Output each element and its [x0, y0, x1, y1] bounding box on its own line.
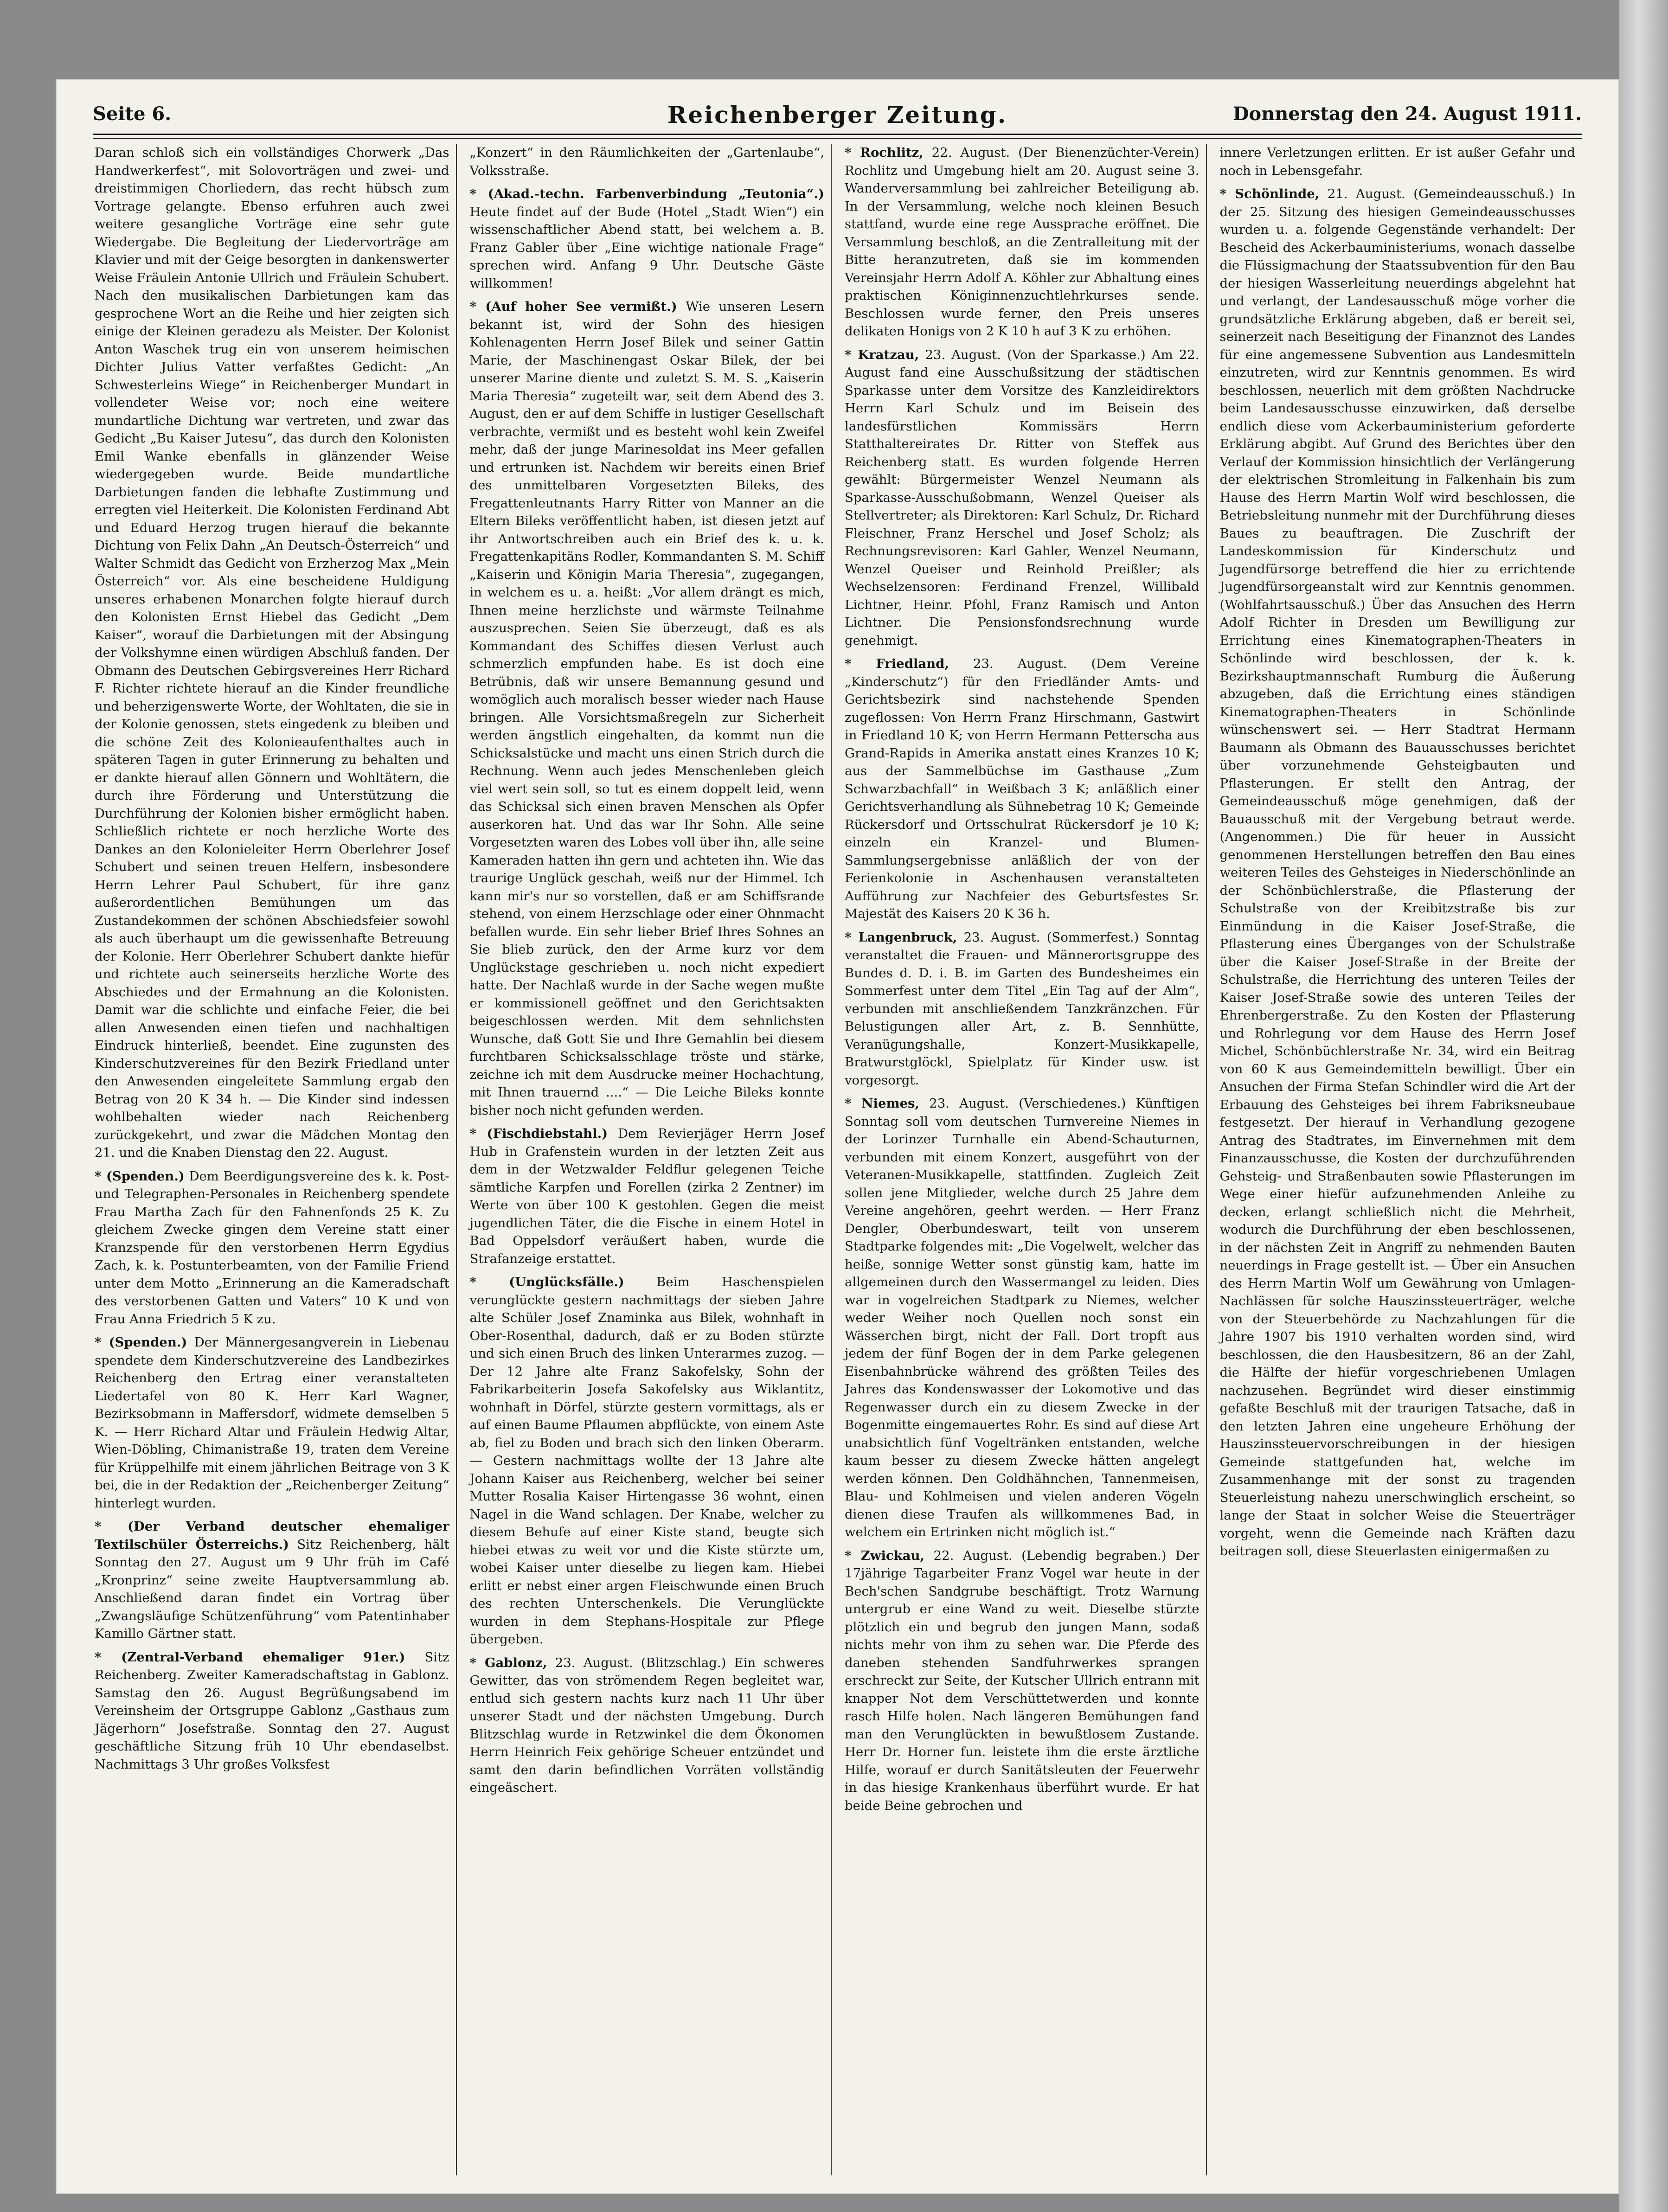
article-heading: * (Spenden.): [95, 1335, 187, 1350]
scan-margin: [1619, 0, 1668, 2212]
article-heading: * (Spenden.): [95, 1168, 185, 1184]
article-text: 23. August. (Verschiedenes.) Künftigen Sonntag soll vom deutschen Turnvereine Niemes in der Lorinzer Turnhalle ein Abend-Schauturnen, verbunden mit einem Konzert, ausgeführt von der Veteranen-Musikkapelle, stattfinden. Zugleich Zeit sollen jene Mitglieder, welche durch 25 Jahre dem Vereine angehören, geehrt werden. — Herr Franz Dengler, Oberbundeswart, teilt von unserem Stadtparke folgendes mit: „Die Vogelwelt, welcher das heiße, sonnige Wetter sonst günstig kam, hatte im allgemeinen durch den Wassermangel zu leiden. Dies war in vogelreichen Stadtpark zu Niemes, welcher weder Weiher noch Quellen noch sonst ein Wässerchen birgt, nicht der Fall. Dort tropft aus jedem der fünf Bogen der in dem Parke gelegenen Eisenbahnbrücke während des größten Teiles des Jahres das Kondenswasser der Lokomotive und das Regenwasser durch ein zu diesem Zwecke in der Bogenmitte eingemauertes Rohr. Es sind auf diese Art unabsichtlich fünf Vogeltränken entstanden, welche kaum besser zu diesem Zwecke hätten angelegt werden können. Den Goldhähnchen, Tannenmeisen, Blau- und Kohlmeisen und vielen anderen Vögeln dienen diese Traufen als willkommenes Bad, in welchem ein Ertrinken nicht möglich ist.“: [845, 1096, 1200, 1539]
article-text: Wie unseren Lesern bekannt ist, wird der Sohn des hiesigen Kohlenagenten Herrn Josef Bilek und seiner Gattin Marie, der Maschinengast Oskar Bilek, der bei unserer Marine diente und zuletzt S. M. S. „Kaiserin Maria Theresia“ zugeteilt war, seit dem Abend des 3. August, den er auf dem Schiffe in lustiger Gesellschaft verbrachte, vermißt und es besteht wohl kein Zweifel mehr, daß der junge Marinesoldat ins Meer gefallen und ertrunken ist. Nachdem wir bereits einen Brief des unmittelbaren Vorgesetzten Bileks, des Fregattenleutnants Harry Ritter von Manner an die Eltern Bileks veröffentlicht haben, ist diesen jetzt auf ihr Antwortschreiben auch ein Brief des k. u. k. Fregattenkapitäns Rodler, Kommandanten S. M. Schiff „Kaiserin und Königin Maria Theresia“, zugegangen, in welchem es u. a. heißt: „Vor allem drängt es mich, Ihnen meine herzlichste und wärmste Teilnahme auszusprechen. Seien Sie überzeugt, daß es als Kommandant des Schiffes diesen Verlust auch schmerzlich empfunden habe. Es ist doch eine Betrübnis, daß wir unsere Bemannung gesund und womöglich auch moralisch besser wieder nach Hause bringen. Alle Vorsichtsmaßregeln zur Sicherheit werden ängstlich eingehalten, da kommt nun die Schicksalstücke und macht uns einen Strich durch die Rechnung. Wenn auch jedes Menschenleben gleich viel wert sein soll, so tut es einem doppelt leid, wenn das Schicksal sich einen braven Menschen als Opfer auserkoren hat. Und das war Ihr Sohn. Alle seine Vorgesetzten waren des Lobes voll über ihn, alle seine Kameraden hatten ihn gern und achteten ihn. Wie das traurige Unglück geschah, weiß nur der Himmel. Ich kann mir's nur so vorstellen, daß er am Schiffsrande stehend, von einem Herzschlage oder einer Ohnmacht befallen wurde. Ein sehr lieber Brief Ihres Sohnes an Sie blieb zurück, den der Arme kurz vor dem Unglückstage geschrieben u. noch nicht expediert hatte. Der Nachlaß wurde in der Sache wegen mußte er kommissionell geöffnet und den Gerichtsakten beigeschlossen werden. Mit dem sehnlichsten Wunsche, daß Gott Sie und Ihre Gemahlin bei diesem furchtbaren Schicksalsschlage tröste und stärke, zeichne ich mit dem Ausdrucke meiner Hochachtung, mit Ihnen trauernd ....“ — Die Leiche Bileks konnte bisher noch nicht gefunden werden.: [469, 299, 824, 1118]
article-paragraph: [470, 1125, 825, 1268]
article-text: 23. August. (Von der Sparkasse.) Am 22. August fand eine Ausschußsitzung der städtischen Sparkasse unter dem Vorsitze des Kanzleidirektors Herrn Karl Schulz und im Beisein des landesfürstlichen Kommissärs Herrn Statthaltereirates Dr. Ritter von Steffek aus Reichenberg statt. Es wurden folgende Herren gewählt: Bürgermeister Wenzel Neumann als Sparkasse-Ausschußobmann, Wenzel Queiser als Stellvertreter; als Direktoren: Karl Schulz, Dr. Richard Fleischner, Franz Herschel und Josef Scholz; als Rechnungsrevisoren: Karl Gahler, Wenzel Neumann, Wenzel Queiser und Reinhold Preißler; als Wechselzensoren: Ferdinand Frenzel, Willibald Lichtner, Heinr. Pfohl, Franz Ramisch und Anton Lichtner. Die Pensionsfondsrechnung wurde genehmigt.: [845, 347, 1200, 648]
article-text: 22. August. (Der Bienenzüchter-Verein) Rochlitz und Umgebung hielt am 20. August seine 3. Wanderversammlung bei zahlreicher Beteiligung ab. In der Versammlung, welche noch kleinen Besuch stattfand, wurde eine rege Aussprache eröffnet. Die Versammlung beschloß, an die Zentralleitung mit der Bitte heranzutreten, daß sie im kommenden Vereinsjahr Herrn Adolf A. Köhler zur Abhaltung eines praktischen Königinnenzuchtlehrkurses sende. Beschlossen wurde ferner, den Preis unseres delikaten Honigs von 2 K 10 h auf 3 K zu erhöhen.: [845, 145, 1200, 339]
article-heading: * Niemes,: [845, 1096, 920, 1111]
article-text: Beim Haschenspielen verunglückte gestern nachmittags der sieben Jahre alte Schüler Josef Znaminka aus Bilek, wohnhaft in Ober-Rosenthal, dadurch, daß er zu Boden stürzte und sich einen Bruch des linken Unterarmes zuzog. — Der 12 Jahre alte Franz Sakofelsky, Sohn der Fabrikarbeiterin Josefa Sakofelsky aus Wiklantitz, wohnhaft in Dörfel, stürzte gestern vormittags, als er auf einen Baume Pflaumen abpflückte, von einem Aste ab, fiel zu Boden und brach sich den linken Oberarm. — Gestern nachmittags wollte der 13 Jahre alte Johann Kaiser aus Reichenberg, welcher bei seiner Mutter Rosalia Kaiser Hirtengasse 36 wohnt, einen Nagel in die Wand schlagen. Der Knabe, welcher zu diesem Behufe auf einer Kiste stand, beugte sich hiebei etwas zu weit vor und die Kiste stürzte um, wobei Kaiser unter dieselbe zu liegen kam. Hiebei erlitt er nebst einer argen Fleischwunde einen Bruch des rechten Unterschenkels. Die Verunglückte wurden in dem Stephans-Hospitale zur Pflege übergeben.: [469, 1275, 824, 1647]
column-4: [1218, 144, 1582, 2175]
article-text: 23. August. (Dem Vereine „Kinderschutz“) für den Friedländer Amts- und Gerichtsbezirk sind nachstehende Spenden zugeflossen: Von Herrn Franz Hirschmann, Gastwirt in Friedland 10 K; von Herrn Hermann Petterscha aus Grand-Rapids in Amerika anstatt eines Kranzes 10 K; aus der Sammelbüchse im Gasthause „Zum Schwarzbachfall“ in Weißbach 3 K; anläßlich einer Gerichtsverhandlung als Sühnebetrag 10 K; Gemeinde Rückersdorf und Ortsschulrat Rückersdorf je 10 K; einzeln ein Kranzel- und Blumen-Sammlungsergebnisse anläßlich der von der Ferienkolonie in Aschenhausen veranstalteten Aufführung zur Nachfeier des Geburtsfestes Sr. Majestät des Kaisers 20 K 36 h.: [845, 656, 1200, 921]
article-paragraph: [845, 1095, 1200, 1541]
article-paragraph: [845, 655, 1200, 923]
article-text: Dem Beerdigungsvereine des k. k. Post- und Telegraphen-Personales in Reichenberg spendete Frau Martha Zach für den Fahnenfonds 25 K. Zu gleichem Zwecke gingen dem Vereine statt einer Kranzspende für den verstorbenen Herrn Egydius Zach, k. k. Postunterbeamten, von der Familie Friend unter dem Motto „Erinnerung an die Kameradschaft des verstorbenen Gatten und Vaters“ 10 K und von Frau Anna Friedrich 5 K zu.: [95, 1168, 449, 1327]
article-heading: * Zwickau,: [845, 1548, 925, 1563]
article-paragraph: [845, 144, 1200, 340]
column-1: [93, 144, 457, 2175]
article-heading: * Friedland,: [845, 656, 949, 671]
newspaper-page: [56, 79, 1619, 2194]
article-paragraph: [845, 346, 1200, 650]
article-heading: * Rochlitz,: [845, 145, 924, 160]
article-paragraph: [95, 144, 449, 1162]
article-heading: * (Auf hoher See vermißt.): [469, 299, 677, 314]
column-2: [468, 144, 832, 2175]
article-text: „Konzert“ in den Räumlichkeiten der „Gartenlaube“, Volksstraße.: [469, 145, 824, 178]
article-heading: * (Fischdiebstahl.): [469, 1126, 608, 1141]
article-paragraph: [470, 1654, 825, 1797]
article-paragraph: [470, 185, 825, 292]
article-text: Dem Revierjäger Herrn Josef Hub in Grafenstein wurden in der letzten Zeit aus dem in der Wetzwalder Feldflur gelegenen Teiche sämtliche Karpfen und Forellen (zirka 2 Zentner) im Werte von über 100 K gestohlen. Gegen die meist jugendlichen Täter, die die Fische in einem Hotel in Bad Oppelsdorf veräußert haben, wurde die Strafanzeige erstattet.: [469, 1126, 824, 1266]
article-heading: * Schönlinde,: [1219, 186, 1320, 201]
article-heading: * Gablonz,: [469, 1655, 547, 1670]
article-text: innere Verletzungen erlitten. Er ist außer Gefahr und noch in Lebensgefahr.: [1219, 145, 1575, 178]
article-paragraph: [845, 929, 1200, 1090]
article-paragraph: [1220, 144, 1576, 180]
article-paragraph: [95, 1518, 449, 1643]
newspaper-title: Reichenberger Zeitung.: [667, 101, 1007, 128]
article-text: 23. August. (Blitzschlag.) Ein schweres Gewitter, das von strömendem Regen begleitet war, entlud sich gestern nachts kurz nach 11 Uhr über unserer Stadt und der nächsten Umgebung. Durch Blitzschlag wurde in Retzwinkel die dem Ökonomen Herrn Heinrich Feix gehörige Scheuer entzündet und samt den darin befindlichen Vorräten vollständig eingeäschert.: [469, 1655, 825, 1795]
page-number: Seite 6.: [93, 103, 172, 125]
article-columns: [93, 144, 1582, 2175]
article-heading: * Langenbruck,: [845, 930, 957, 945]
article-heading: * (Unglücksfälle.): [469, 1275, 624, 1289]
article-heading: * (Der Verband deutscher ehemaliger Textilschüler Österreichs.): [95, 1519, 449, 1552]
article-paragraph: [470, 144, 825, 180]
article-paragraph: [1220, 185, 1576, 1560]
article-heading: * (Akad.-techn. Farbenverbindung „Teutonia“.): [469, 186, 824, 201]
article-text: 23. August. (Sommerfest.) Sonntag veranstaltet die Frauen- und Männerortsgruppe des Bundes d. D. i. B. im Garten des Bundesheimes ein Sommerfest unter dem Titel „Ein Tag auf der Alm“, verbunden mit anschließendem Tanzkränzchen. Für Belustigungen aller Art, z. B. Sennhütte, Veranügungshalle, Konzert-Musikkapelle, Bratwurstglöckl, Spielplatz für Kinder usw. ist vorgesorgt.: [845, 930, 1200, 1088]
article-text: 21. August. (Gemeindeausschuß.) In der 25. Sitzung des hiesigen Gemeindeausschusses wurden u. a. folgende Gegenstände verhandelt: Der Bescheid des Ackerbauministeriums, wonach dasselbe die Flüssigmachung der Staatssubvention für den Bau der hiesigen Wasserleitung neuerdings abgelehnt hat und verlangt, der Landesausschuß möge vorher die grundsätzliche Erklärung abgeben, daß er bereit sei, seinerzeit nach Beseitigung der Finanznot des Landes für eine angemessene Subvention aus Landesmitteln einzutreten, wird zur Kenntnis genommen. Es wird beschlossen, neuerlich mit dem größten Nachdrucke beim Landesausschusse einzuwirken, daß derselbe endlich diese vom Ackerbauministerium geforderte Erklärung abgibt. Auf Grund des Berichtes über den Verlauf der Kommission hinsichtlich der Verlängerung der elektrischen Stromleitung in Falkenhain bis zum Hause des Herrn Martin Wolf wird beschlossen, die Betriebsleitung nunmehr mit der Durchführung dieses Baues zu beauftragen. Die Zuschrift der Landeskommission für Kinderschutz und Jugendfürsorge betreffend die hier zu errichtende Jugendfürsorgeanstalt wird zur Kenntnis genommen. (Wohlfahrtsausschuß.) Über das Ansuchen des Herrn Adolf Richter in Dresden um Bewilligung zur Errichtung eines Kinematographen-Theaters in Schönlinde wird beschlossen, der k. k. Bezirkshauptmannschaft Rumburg die Äußerung abzugeben, daß die Errichtung eines ständigen Kinematographen-Theaters in Schönlinde wünschenswert sei. — Herr Stadtrat Hermann Baumann als Obmann des Bauausschusses berichtet über vorzunehmende Gehsteigbauten und Pflasterungen. Er stellt den Antrag, der Gemeindeausschuß möge genehmigen, daß der Bauausschuß mit der Vergebung betraut werde. (Angenommen.) Die für heuer in Aussicht genommenen Herstellungen betreffen den Bau eines weiteren Teiles des Gehsteiges in Niederschönlinde an der Schönbüchlerstraße, die Pflasterung der Schulstraße von der Kreibitzstraße bis zur Einmündung in die Kaiser Josef-Straße, die Pflasterung eines Überganges von der Schulstraße über die Kaiser Josef-Straße in der Breite der Schulstraße, die Herrichtung des unteren Teiles der Kaiser Josef-Straße sowie des unteren Teiles der Ehrenbergerstraße. Zu den Kosten der Pflasterung und Rohrlegung vor dem Hause des Herrn Josef Michel, Schönbüchlerstraße Nr. 34, wird ein Beitrag von 60 K aus Gemeindemitteln bewilligt. Über ein Ansuchen der Firma Stefan Schindler wird die Art der Erbauung des Gehsteiges bei ihrem Fabriksneubaue festgesetzt. Der hierauf in Verhandlung gezogene Antrag des Stadtrates, im Einvernehmen mit dem Finanzausschusse, die Kosten der durchzuführenden Gehsteig- und Straßenbauten sowie Pflasterungen im Wege einer hiefür aufzunehmenden Anleihe zu decken, erlangt schließlich nicht die Mehrheit, wodurch die Durchführung der eben beschlossenen, in der nächsten Zeit in Angriff zu nehmenden Bauten neuerdings in Frage gestellt ist. — Über ein Ansuchen des Herrn Martin Wolf um Gewährung von Umlagen-Nachlässen für solche Hauszinssteuerträger, welche von der Steuerbehörde zu Nachzahlungen für die Jahre 1907 bis 1910 verhalten worden sind, wird beschlossen, die den Hausbesitzern, 86 an der Zahl, die Hälfte der hiefür vorgeschriebenen Umlagen nachzusehen. Begründet wird dieser einstimmig gefaßte Beschluß mit der traurigen Tatsache, daß in den letzten Jahren eine ungeheure Erhöhung der Hauszinssteuervorschreibungen in der hiesigen Gemeinde stattgefunden hat, welche im Zusammenhange mit der sonst zu tragenden Steuerleistung nahezu unerschwinglich erscheint, so lange der Staat in solcher Weise die Steuerträger vorgeht, wenn die Gemeinde nach Kräften dazu beitragen soll, diese Steuerlasten einigermaßen zu: [1219, 186, 1576, 1558]
article-text: Sitz Reichenberg. Zweiter Kameradschaftstag in Gablonz. Samstag den 26. August Begrüßungsabend im Vereinsheim der Ortsgruppe Gablonz „Gasthaus zum Jägerhorn“ Josefstraße. Sonntag den 27. August geschäftliche Sitzung früh 10 Uhr ebendaselbst. Nachmittags 3 Uhr großes Volksfest: [95, 1649, 449, 1772]
issue-date: Donnerstag den 24. August 1911.: [1232, 103, 1582, 125]
article-heading: * (Zentral-Verband ehemaliger 91er.): [95, 1649, 405, 1665]
header-rule: [93, 134, 1582, 139]
article-paragraph: [470, 298, 825, 1119]
article-paragraph: [845, 1547, 1200, 1815]
column-3: [843, 144, 1207, 2175]
article-paragraph: [470, 1273, 825, 1648]
article-text: Der Männergesangverein in Liebenau spendete dem Kinderschutzvereine des Landbezirkes Reichenberg den Ertrag einer veranstalteten Liedertafel von 80 K. Herr Karl Wagner, Bezirksobmann in Maffersdorf, widmete demselben 5 K. — Herr Richard Altar und Fräulein Hedwig Altar, Wien-Döbling, Chimanistraße 19, traten dem Vereine für Krüppelhilfe mit einem jährlichen Beitrage von 3 K bei, die in der Redaktion der „Reichenberger Zeitung“ hinterlegt wurden.: [95, 1335, 449, 1511]
article-text: Daran schloß sich ein vollständiges Chorwerk „Das Handwerkerfest“, mit Solovorträgen und zwei- und dreistimmigen Chorliedern, das recht hübsch zum Vortrage gelangte. Ebenso erfuhren auch zwei weitere gesangliche Vorträge eine sehr gute Wiedergabe. Die Begleitung der Liedervorträge am Klavier und mit der Geige besorgten in dankenswerter Weise Fräulein Antonie Ullrich und Fräulein Schubert. Nach den musikalischen Darbietungen kam das gesprochene Wort an die Reihe und hier zeigten sich einige der Kleinen geradezu als Meister. Der Kolonist Anton Waschek trug ein von unserem heimischen Dichter Julius Vatter verfaßtes Gedicht: „An Schwesterleins Wiege“ in Reichenberger Mundart in vollendeter Weise vor; noch eine weitere mundartliche Dichtung war vertreten, und zwar das Gedicht „Bu Kaiser Jutesu“, das durch den Kolonisten Emil Wanke ebenfalls in glänzender Weise wiedergegeben wurde. Beide mundartliche Darbietungen fanden die lebhafte Zustimmung und erregten viel Heiterkeit. Die Kolonisten Ferdinand Abt und Eduard Herzog trugen hierauf die bekannte Dichtung von Felix Dahn „An Deutsch-Österreich“ und Walter Schmidt das Gedicht von Erzherzog Max „Mein Österreich“ vor. Als eine bescheidene Huldigung unseres erhabenen Monarchen folgte hierauf durch den Kolonisten Ernst Hiebel das Gedicht „Dem Kaiser“, worauf die Darbietungen mit der Absingung der Volkshymne einen würdigen Abschluß fanden. Der Obmann des Deutschen Gebirgsvereines Herr Richard F. Richter richtete hierauf an die Kinder freundliche und beherzigenswerte Worte, der Wohltaten, die sie in der Kolonie genossen, stets eingedenk zu bleiben und die schöne Zeit des Kolonieaufenthaltes auch in späteren Tagen in guter Erinnerung zu behalten und er dankte hierauf allen Gönnern und Wohltätern, die durch ihre Förderung und Unterstützung die Durchführung der Kolonien bisher ermöglicht haben. Schließlich richtete er noch herzliche Worte des Dankes an den Kolonieleiter Herrn Oberlehrer Josef Schubert und seinen treuen Helfern, insbesondere Herrn Lehrer Paul Schubert, für ihre ganz außerordentlichen Bemühungen um das Zustandekommen der schönen Abschiedsfeier sowohl als auch überhaupt um die gewissenhafte Betreuung der Kolonie. Herr Oberlehrer Schubert dankte hiefür und richtete auch seinerseits herzliche Worte des Abschiedes und der Ermahnung an die Kolonisten. Damit war die schlichte und einfache Feier, die bei allen Anwesenden einen tiefen und nachhaltigen Eindruck hinterließ, beendet. Eine zugunsten des Kinderschutzvereines für den Bezirk Friedland unter den Anwesenden eingeleitete Sammlung ergab den Betrag von 20 K 34 h. — Die Kinder sind indessen wohlbehalten wieder nach Reichenberg zurückgekehrt, und zwar die Mädchen Montag den 21. und die Knaben Dienstag den 22. August.: [95, 145, 449, 1160]
article-text: Sitz Reichenberg, hält Sonntag den 27. August um 9 Uhr früh im Café „Kronprinz“ seine zweite Hauptversammlung ab. Anschließend daran findet ein Vortrag über „Zwangsläufige Schützenführung“ vom Patentinhaber Kamillo Gärtner statt.: [95, 1537, 449, 1641]
article-text: 22. August. (Lebendig begraben.) Der 17jährige Tagarbeiter Franz Vogel war heute in der Bech'schen Sandgrube beschäftigt. Trotz Warnung untergrub er eine Wand zu weit. Dieselbe stürzte plötzlich ein und begrub den jungen Mann, sodaß nichts mehr von ihm zu sehen war. Die Pferde des daneben stehenden Sandfuhrwerkes sprangen erschreckt zur Seite, der Kutscher Ullrich entrann mit knapper Not dem Verschüttetwerden und konnte rasch Hilfe holen. Nach längeren Bemühungen fand man den Verunglückten in bewußtlosem Zustande. Herr Dr. Horner fun. leistete ihm die erste ärztliche Hilfe, worauf er durch Sanitätsleuten der Feuerwehr in das hiesige Krankenhaus überführt wurde. Er hat beide Beine gebrochen und: [845, 1548, 1200, 1813]
article-paragraph: [95, 1334, 449, 1512]
article-paragraph: [95, 1167, 449, 1328]
article-paragraph: [95, 1648, 449, 1774]
article-text: Heute findet auf der Bude (Hotel „Stadt Wien“) ein wissenschaftlicher Abend statt, bei welchem a. B. Franz Gabler über „Eine wichtige nationale Frage“ sprechen wird. Anfang 9 Uhr. Deutsche Gäste willkommen!: [469, 204, 824, 291]
article-heading: * Kratzau,: [845, 347, 919, 362]
